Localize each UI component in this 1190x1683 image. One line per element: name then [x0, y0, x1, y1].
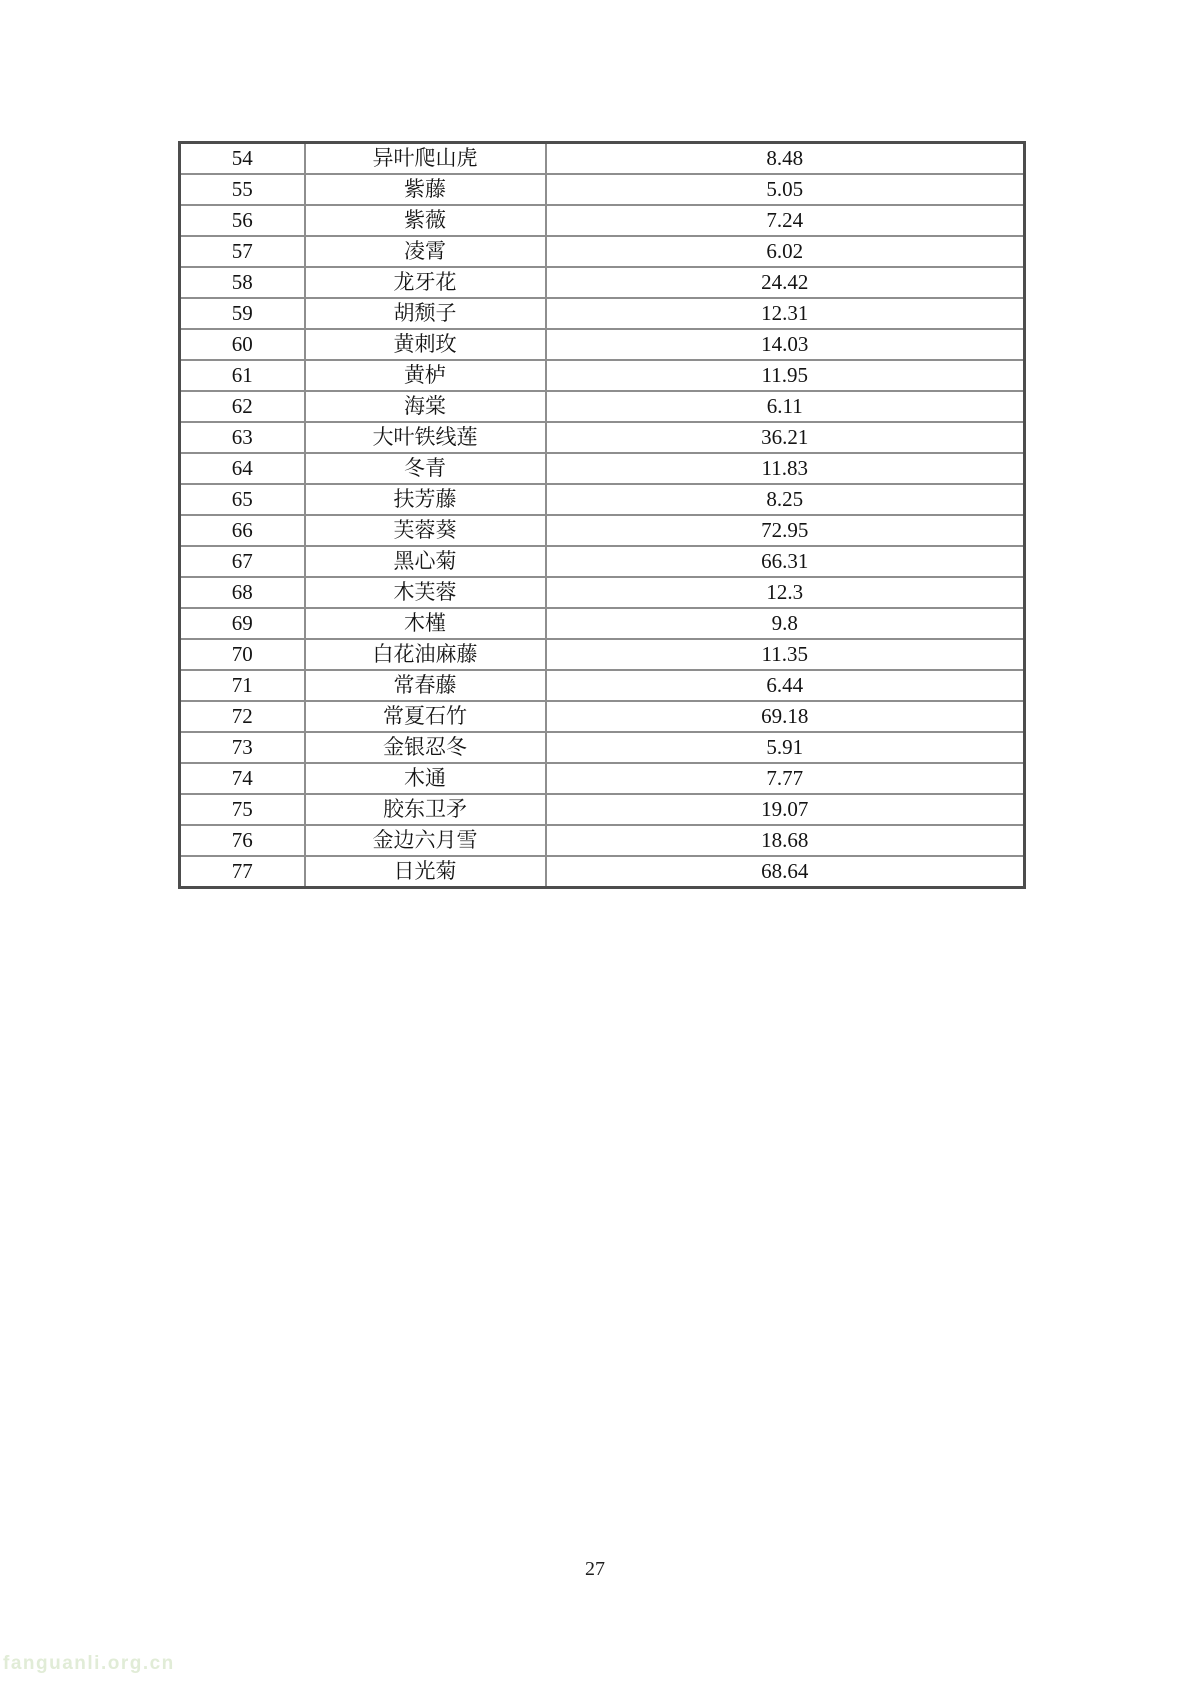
table-row — [180, 856, 1025, 888]
cell-value: 7.77 — [546, 763, 1025, 794]
cell-name: 胶东卫矛 — [305, 794, 546, 825]
cell-index: 54 — [180, 143, 305, 175]
cell-value: 11.35 — [546, 639, 1025, 670]
cell-name: 常夏石竹 — [305, 701, 546, 732]
cell-value: 19.07 — [546, 794, 1025, 825]
cell-name: 芙蓉葵 — [305, 515, 546, 546]
cell-index: 62 — [180, 391, 305, 422]
table-row — [180, 484, 1025, 515]
cell-index: 57 — [180, 236, 305, 267]
table-row — [180, 205, 1025, 236]
cell-value: 6.11 — [546, 391, 1025, 422]
cell-name: 黄栌 — [305, 360, 546, 391]
cell-value: 69.18 — [546, 701, 1025, 732]
cell-value: 14.03 — [546, 329, 1025, 360]
cell-name: 冬青 — [305, 453, 546, 484]
cell-index: 65 — [180, 484, 305, 515]
cell-name: 紫薇 — [305, 205, 546, 236]
cell-index: 59 — [180, 298, 305, 329]
watermark-text: fanguanli.org.cn — [3, 1653, 175, 1674]
cell-value: 12.3 — [546, 577, 1025, 608]
cell-index: 64 — [180, 453, 305, 484]
table-row — [180, 763, 1025, 794]
table-row — [180, 453, 1025, 484]
cell-index: 68 — [180, 577, 305, 608]
cell-name: 金边六月雪 — [305, 825, 546, 856]
cell-index: 71 — [180, 670, 305, 701]
plant-data-table — [178, 141, 1026, 889]
cell-index: 76 — [180, 825, 305, 856]
table-row — [180, 422, 1025, 453]
cell-index: 75 — [180, 794, 305, 825]
cell-index: 58 — [180, 267, 305, 298]
table-row — [180, 639, 1025, 670]
cell-index: 67 — [180, 546, 305, 577]
cell-value: 6.02 — [546, 236, 1025, 267]
cell-name: 金银忍冬 — [305, 732, 546, 763]
cell-index: 73 — [180, 732, 305, 763]
cell-name: 紫藤 — [305, 174, 546, 205]
cell-name: 海棠 — [305, 391, 546, 422]
cell-name: 凌霄 — [305, 236, 546, 267]
cell-value: 66.31 — [546, 546, 1025, 577]
table-row — [180, 267, 1025, 298]
cell-index: 77 — [180, 856, 305, 888]
cell-index: 56 — [180, 205, 305, 236]
cell-index: 66 — [180, 515, 305, 546]
cell-value: 7.24 — [546, 205, 1025, 236]
cell-index: 70 — [180, 639, 305, 670]
table-row — [180, 236, 1025, 267]
cell-value: 12.31 — [546, 298, 1025, 329]
table-row — [180, 701, 1025, 732]
cell-name: 大叶铁线莲 — [305, 422, 546, 453]
cell-name: 常春藤 — [305, 670, 546, 701]
table-row — [180, 143, 1025, 175]
cell-name: 龙牙花 — [305, 267, 546, 298]
cell-name: 黑心菊 — [305, 546, 546, 577]
plant-table-body — [180, 143, 1025, 888]
cell-name: 木芙蓉 — [305, 577, 546, 608]
cell-value: 11.83 — [546, 453, 1025, 484]
cell-index: 55 — [180, 174, 305, 205]
cell-value: 36.21 — [546, 422, 1025, 453]
cell-value: 72.95 — [546, 515, 1025, 546]
cell-index: 72 — [180, 701, 305, 732]
cell-name: 木通 — [305, 763, 546, 794]
cell-value: 11.95 — [546, 360, 1025, 391]
cell-value: 24.42 — [546, 267, 1025, 298]
table-row — [180, 391, 1025, 422]
cell-index: 61 — [180, 360, 305, 391]
cell-name: 日光菊 — [305, 856, 546, 888]
cell-value: 9.8 — [546, 608, 1025, 639]
table-row — [180, 360, 1025, 391]
cell-name: 黄刺玫 — [305, 329, 546, 360]
cell-value: 18.68 — [546, 825, 1025, 856]
table-row — [180, 577, 1025, 608]
cell-index: 63 — [180, 422, 305, 453]
cell-index: 69 — [180, 608, 305, 639]
cell-value: 8.48 — [546, 143, 1025, 175]
table-row — [180, 732, 1025, 763]
cell-name: 白花油麻藤 — [305, 639, 546, 670]
table-row — [180, 546, 1025, 577]
cell-index: 74 — [180, 763, 305, 794]
table-row — [180, 825, 1025, 856]
cell-value: 8.25 — [546, 484, 1025, 515]
cell-index: 60 — [180, 329, 305, 360]
cell-value: 5.05 — [546, 174, 1025, 205]
cell-value: 6.44 — [546, 670, 1025, 701]
table-row — [180, 794, 1025, 825]
cell-name: 扶芳藤 — [305, 484, 546, 515]
cell-name: 木槿 — [305, 608, 546, 639]
page-number: 27 — [585, 1558, 605, 1580]
table-row — [180, 670, 1025, 701]
cell-value: 68.64 — [546, 856, 1025, 888]
table-row — [180, 329, 1025, 360]
table-row — [180, 515, 1025, 546]
table-row — [180, 174, 1025, 205]
cell-name: 异叶爬山虎 — [305, 143, 546, 175]
table-row — [180, 298, 1025, 329]
cell-name: 胡颓子 — [305, 298, 546, 329]
table-row — [180, 608, 1025, 639]
cell-value: 5.91 — [546, 732, 1025, 763]
